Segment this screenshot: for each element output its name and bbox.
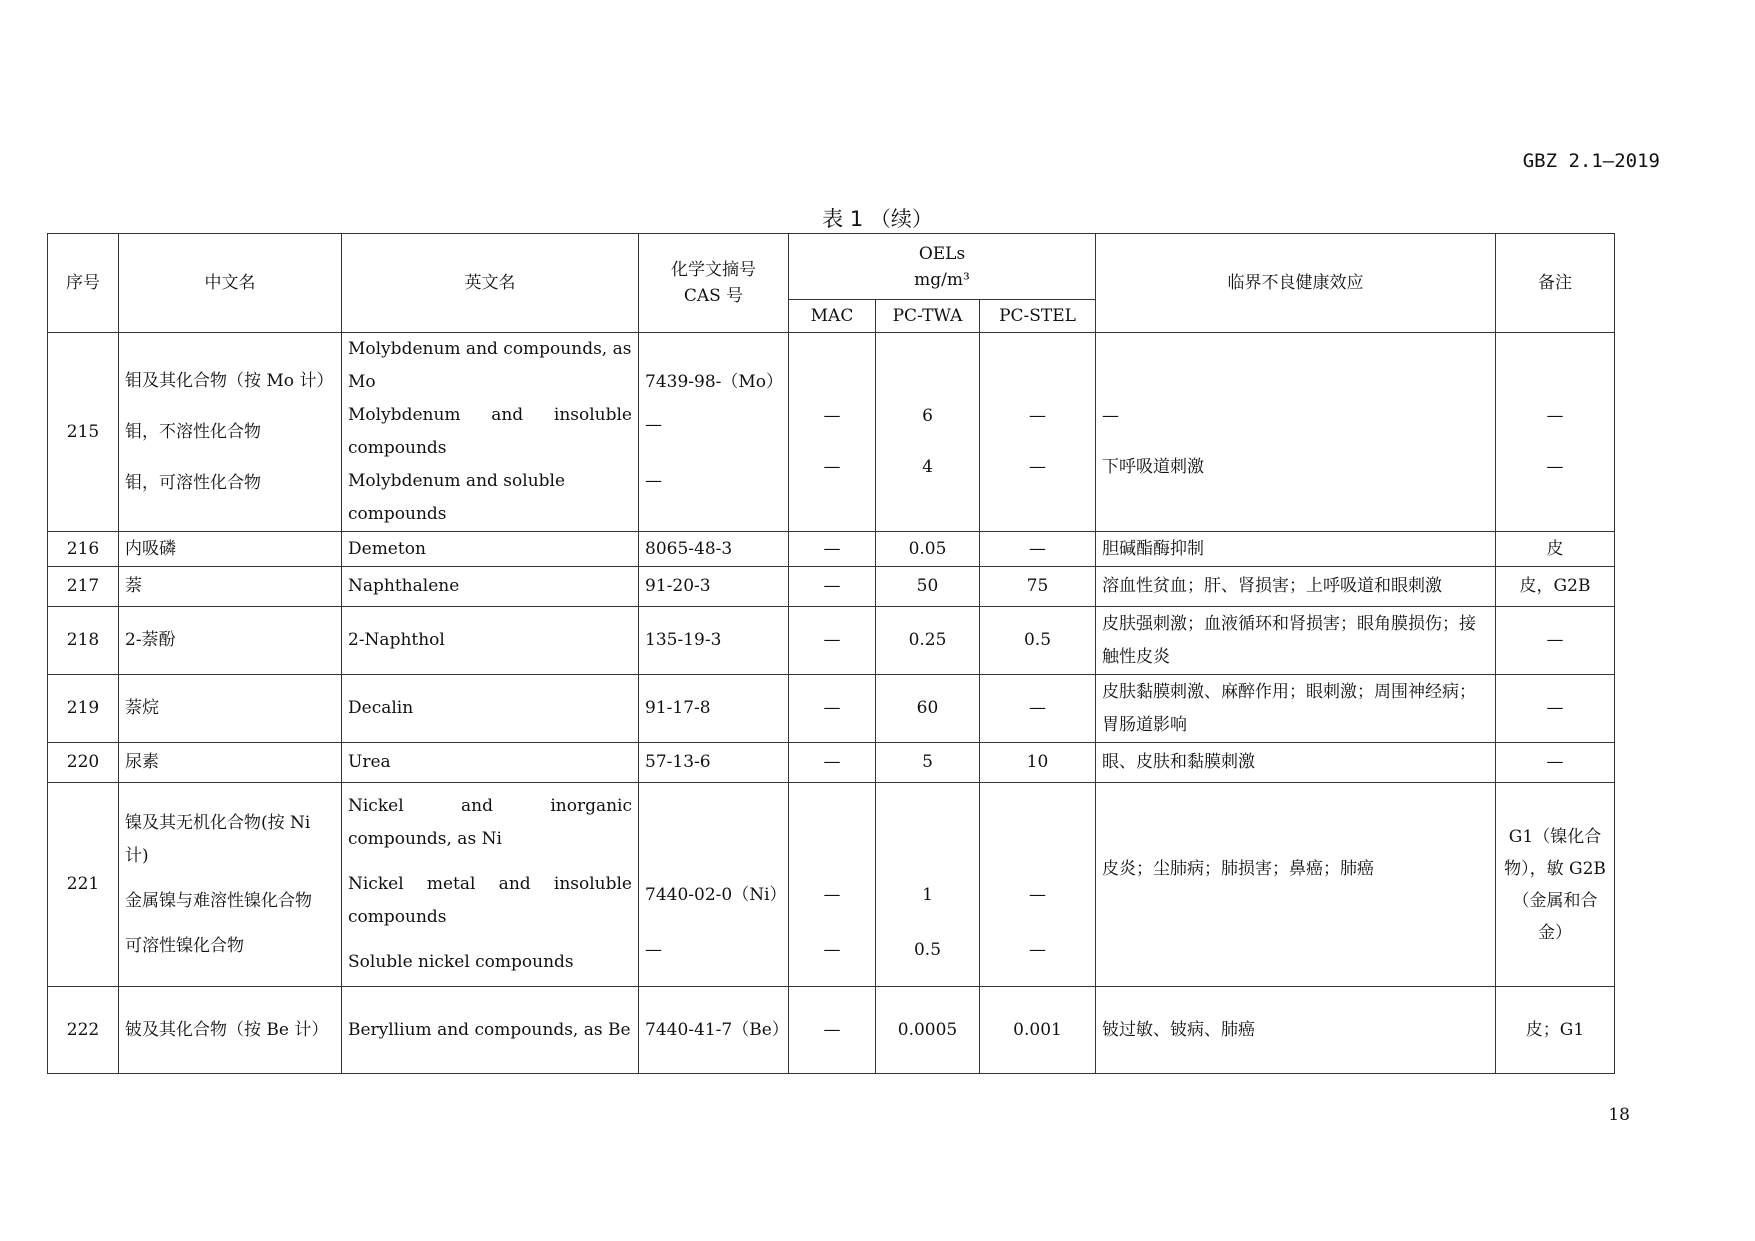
row-mac: — — [789, 567, 876, 607]
row-en-line: Molybdenum and compounds, as Mo — [348, 339, 632, 392]
header-oels-label: OELs — [918, 243, 966, 264]
row-stel: 10 — [980, 743, 1096, 783]
row-en — [342, 783, 639, 987]
row-cas — [639, 783, 789, 987]
header-twa: PC-TWA — [876, 300, 980, 333]
table-row — [48, 743, 1615, 783]
row-cas-line: — — [645, 939, 662, 960]
row-stel: 0.5 — [980, 607, 1096, 675]
row-twa-line: 6 — [922, 406, 933, 426]
header-mac: MAC — [789, 300, 876, 333]
row-cn-line: 金属镍与难溶性镍化合物 — [125, 890, 312, 911]
row-twa: 50 — [876, 567, 980, 607]
row-en — [342, 333, 639, 532]
row-effect: 皮肤黏膜刺激、麻醉作用；眼刺激；周围神经病；胃肠道影响 — [1096, 675, 1496, 743]
row-note: — — [1496, 743, 1615, 783]
row-cn: 内吸磷 — [119, 532, 342, 567]
header-effect: 临界不良健康效应 — [1096, 234, 1496, 333]
row-en-line: Nickel and inorganic compounds, as Ni — [348, 796, 632, 849]
row-mac-line: — — [823, 939, 841, 960]
row-stel: 0.001 — [980, 987, 1096, 1074]
row-note: G1（镍化合物），敏 G2B（金属和合金） — [1496, 783, 1615, 987]
row-mac: — — [789, 987, 876, 1074]
row-mac: — — [789, 743, 876, 783]
row-cas: 91-20-3 — [639, 567, 789, 607]
row-mac — [789, 783, 876, 987]
page-number: 18 — [1608, 1105, 1630, 1125]
row-cas: 57-13-6 — [639, 743, 789, 783]
row-mac: — — [789, 607, 876, 675]
header-note: 备注 — [1496, 234, 1615, 333]
row-effect: 胆碱酯酶抑制 — [1096, 532, 1496, 567]
row-en: Demeton — [342, 532, 639, 567]
row-stel: 75 — [980, 567, 1096, 607]
row-stel-line: — — [1029, 884, 1046, 905]
row-cn-line: 钼及其化合物（按 Mo 计） — [125, 370, 334, 391]
row-twa — [876, 783, 980, 987]
table-row — [48, 567, 1615, 607]
row-no: 216 — [48, 532, 119, 567]
row-stel: — — [980, 532, 1096, 567]
row-mac-line: — — [823, 406, 841, 426]
row-twa-line: 1 — [922, 884, 933, 905]
row-twa-line: 0.5 — [913, 939, 942, 960]
row-cn: 萘烷 — [119, 675, 342, 743]
row-cas-line: 7439-98-（Mo） — [645, 372, 784, 392]
header-no: 序号 — [48, 234, 119, 333]
row-stel — [980, 783, 1096, 987]
row-twa: 60 — [876, 675, 980, 743]
row-cas-line: — — [645, 415, 662, 435]
row-no: 217 — [48, 567, 119, 607]
row-effect: 铍过敏、铍病、肺癌 — [1096, 987, 1496, 1074]
row-effect-line: — — [1102, 406, 1119, 426]
row-effect: 皮肤强刺激；血液循环和肾损害；眼角膜损伤；接触性皮炎 — [1096, 607, 1496, 675]
row-en-line: Molybdenum and soluble compounds — [348, 471, 566, 524]
row-en: 2-Naphthol — [342, 607, 639, 675]
row-en: Beryllium and compounds, as Be — [342, 987, 639, 1074]
row-en: Urea — [342, 743, 639, 783]
row-cn-line: 钼，可溶性化合物 — [125, 472, 261, 493]
row-effect: 皮炎；尘肺病；肺损害；鼻癌；肺癌 — [1096, 783, 1496, 987]
oel-table — [47, 233, 1615, 1074]
row-twa: 5 — [876, 743, 980, 783]
row-cn — [119, 783, 342, 987]
header-en: 英文名 — [342, 234, 639, 333]
row-en: Decalin — [342, 675, 639, 743]
row-stel — [980, 333, 1096, 532]
table-row — [48, 333, 1615, 532]
row-no: 218 — [48, 607, 119, 675]
row-cn: 尿素 — [119, 743, 342, 783]
row-twa-line: 4 — [922, 457, 933, 477]
header-cas: 化学文摘号 CAS 号 — [639, 234, 789, 333]
header-unit: mg/m³ — [914, 269, 970, 290]
row-note: 皮；G1 — [1496, 987, 1615, 1074]
table-caption: 表 1 （续） — [822, 207, 933, 231]
standard-code: GBZ 2.1—2019 — [1522, 150, 1660, 172]
row-effect-line: 下呼吸道刺激 — [1102, 457, 1204, 477]
row-twa: 0.05 — [876, 532, 980, 567]
row-twa — [876, 333, 980, 532]
row-note: — — [1496, 675, 1615, 743]
row-cn-line: 钼，不溶性化合物 — [125, 421, 261, 442]
row-note — [1496, 333, 1615, 532]
row-cas: 135-19-3 — [639, 607, 789, 675]
row-cn: 2-萘酚 — [119, 607, 342, 675]
row-no: 219 — [48, 675, 119, 743]
row-cn: 铍及其化合物（按 Be 计） — [119, 987, 342, 1074]
row-stel-line: — — [1029, 457, 1046, 477]
row-cas: 8065-48-3 — [639, 532, 789, 567]
row-cas-line: — — [645, 471, 662, 491]
row-effect — [1096, 333, 1496, 532]
row-cn-line: 可溶性镍化合物 — [125, 935, 244, 956]
row-stel-line: — — [1029, 406, 1046, 426]
table-row — [48, 783, 1615, 987]
row-mac-line: — — [823, 457, 841, 477]
header-stel: PC-STEL — [980, 300, 1096, 333]
table-row — [48, 607, 1615, 675]
row-no: 220 — [48, 743, 119, 783]
table-row — [48, 532, 1615, 567]
row-cn: 萘 — [119, 567, 342, 607]
row-note: 皮，G2B — [1496, 567, 1615, 607]
row-twa: 0.25 — [876, 607, 980, 675]
row-note: — — [1496, 607, 1615, 675]
row-mac-line: — — [823, 884, 841, 905]
row-en-line: Molybdenum and insoluble compounds — [348, 405, 632, 458]
header-cn: 中文名 — [119, 234, 342, 333]
row-note-line: — — [1546, 457, 1564, 477]
row-mac: — — [789, 532, 876, 567]
row-cas: 91-17-8 — [639, 675, 789, 743]
row-en-line: Soluble nickel compounds — [348, 952, 574, 972]
row-no: 221 — [48, 783, 119, 987]
row-cas-line: 7440-02-0（Ni） — [645, 884, 787, 905]
row-no: 222 — [48, 987, 119, 1074]
row-cn-line: 镍及其无机化合物(按 Ni 计) — [125, 812, 311, 866]
table-row — [48, 675, 1615, 743]
row-cn — [119, 333, 342, 532]
row-effect: 溶血性贫血；肝、肾损害；上呼吸道和眼刺激 — [1096, 567, 1496, 607]
row-note: 皮 — [1496, 532, 1615, 567]
header-oels — [789, 234, 1096, 300]
table-row — [48, 987, 1615, 1074]
row-cas: 7440-41-7（Be） — [639, 987, 789, 1074]
row-mac — [789, 333, 876, 532]
row-stel: — — [980, 675, 1096, 743]
row-stel-line: — — [1029, 939, 1046, 960]
row-cas — [639, 333, 789, 532]
row-effect: 眼、皮肤和黏膜刺激 — [1096, 743, 1496, 783]
row-no: 215 — [48, 333, 119, 532]
row-mac: — — [789, 675, 876, 743]
row-en: Naphthalene — [342, 567, 639, 607]
row-note-line: — — [1546, 406, 1564, 426]
row-en-line: Nickel metal and insoluble compounds — [348, 874, 632, 927]
row-twa: 0.0005 — [876, 987, 980, 1074]
